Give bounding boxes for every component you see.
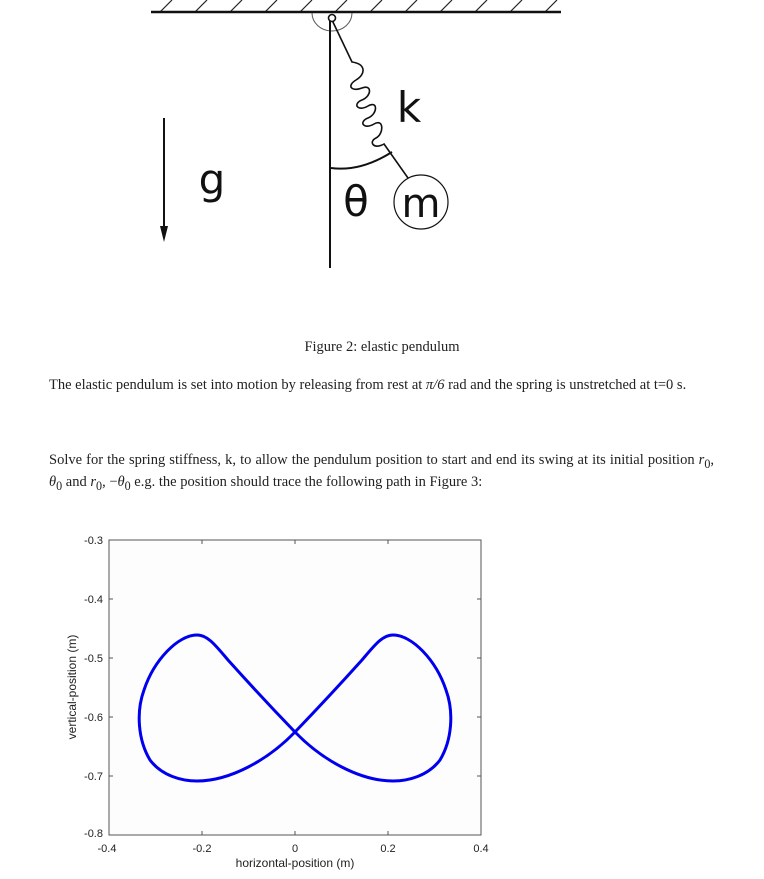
p2-text-a: Solve for the spring stiffness, k, to allow the pendulum position to start and end its swing at its initial position: [49, 452, 699, 468]
x-tick-label: 0: [291, 843, 299, 855]
y-tick-label: -0.5: [84, 653, 103, 665]
y-tick-label: -0.4: [84, 594, 103, 606]
gravity-arrow: [160, 118, 168, 242]
neg-theta0-symbol: θ: [117, 473, 125, 490]
position-path-chart: [0, 530, 764, 879]
r0-symbol: r: [698, 452, 705, 468]
paragraph-initial-conditions: [49, 376, 714, 394]
ceiling-hatching: [160, 0, 557, 12]
plot-background: [109, 540, 481, 835]
subscript-0: 0: [124, 478, 131, 493]
elastic-pendulum-diagram: [0, 0, 764, 280]
theta0-symbol: θ: [49, 473, 57, 490]
y-tick-label: -0.6: [84, 712, 103, 724]
x-tick-label: 0.2: [380, 843, 396, 855]
y-axis-label: vertical-position (m): [65, 634, 79, 740]
figure-2-caption: Figure 2: elastic pendulum: [304, 339, 460, 355]
paragraph-problem-statement: [49, 451, 714, 495]
subscript-0: 0: [56, 478, 63, 493]
p2-text-b: e.g. the position should trace the following path in Figure 3:: [130, 473, 483, 490]
y-tick-label: -0.7: [84, 771, 103, 783]
separator: , −: [102, 473, 118, 490]
x-tick-label: 0.4: [473, 843, 489, 855]
spring-stiffness-label: k: [396, 83, 422, 132]
r0-symbol: r: [90, 473, 97, 490]
y-tick-label: -0.3: [84, 535, 103, 547]
mass-label: m: [401, 181, 441, 227]
separator: and: [62, 473, 91, 490]
separator: ,: [710, 452, 714, 468]
p1-text-a: The elastic pendulum is set into motion by releasing from rest at: [49, 377, 426, 393]
x-tick-label: -0.4: [97, 843, 117, 855]
angle-arc: [331, 152, 392, 169]
pivot-pin: [329, 15, 336, 22]
gravity-label: g: [198, 155, 226, 204]
x-axis-label: horizontal-position (m): [235, 856, 355, 870]
subscript-0: 0: [96, 478, 103, 493]
p1-angle-value: π/6: [425, 377, 445, 393]
angle-label: θ: [343, 177, 369, 226]
p1-text-b: rad and the spring is unstretched at t=0 s.: [444, 377, 687, 393]
subscript-0: 0: [704, 456, 711, 471]
y-tick-label: -0.8: [84, 828, 103, 840]
x-tick-label: -0.2: [192, 843, 212, 855]
